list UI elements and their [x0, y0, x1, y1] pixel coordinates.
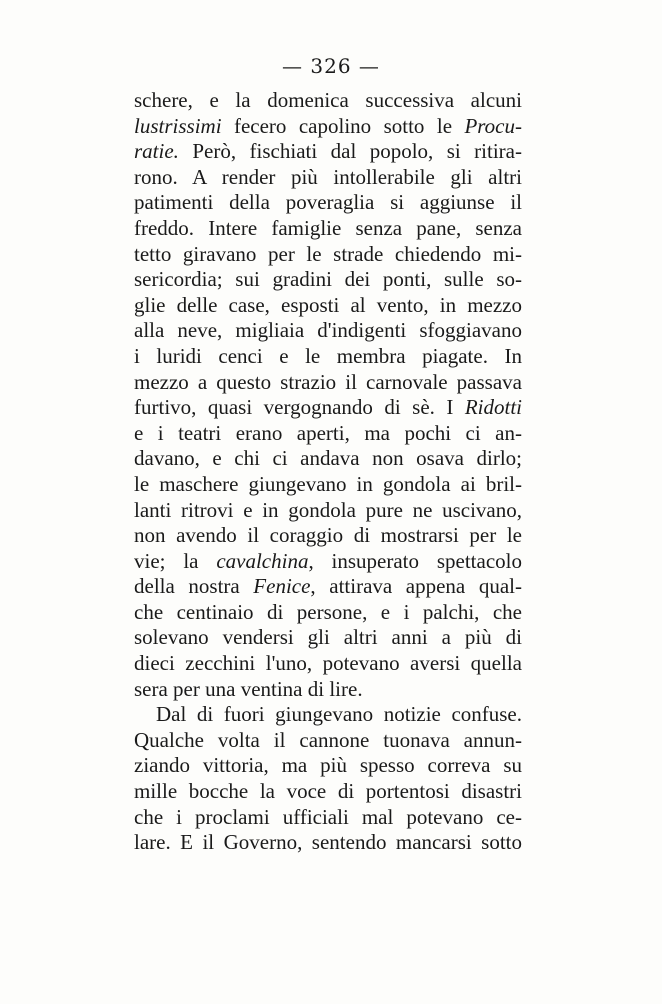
text-run: non avendo il coraggio di mostrarsi per le — [134, 523, 522, 548]
text-run: vie; la — [134, 548, 217, 573]
text-line — [134, 677, 522, 703]
text-run: Qualche volta il cannone tuonava annun- — [134, 727, 522, 752]
text-line — [134, 600, 522, 626]
text-line — [134, 88, 522, 114]
italic-text: ratie. — [134, 139, 179, 164]
text-line — [134, 574, 522, 600]
paragraph-2 — [134, 702, 522, 856]
text-run: e i teatri erano aperti, ma pochi ci an- — [134, 420, 522, 445]
text-line — [134, 267, 522, 293]
text-run: furtivo, quasi vergognando di sè. I — [134, 395, 465, 420]
text-run: che i proclami ufficiali mal potevano ce- — [134, 804, 522, 829]
text-run: Però, fischiati dal popolo, si ritira- — [178, 139, 522, 164]
text-run: davano, e chi ci andava non osava dirlo; — [134, 446, 522, 471]
text-line — [134, 446, 522, 472]
text-line — [134, 779, 522, 805]
text-run: dieci zecchini l'uno, potevano aversi quella — [134, 651, 522, 676]
text-line — [134, 728, 522, 754]
paragraph-1 — [134, 88, 522, 702]
text-line — [134, 753, 522, 779]
page-number: — 326 — — [282, 54, 380, 78]
text-run: alla neve, migliaia d'indigenti sfoggiavano — [134, 318, 522, 343]
text-run: , attirava appena qual- — [310, 574, 522, 599]
italic-text: Ridotti — [464, 395, 522, 420]
text-line — [134, 830, 522, 856]
text-run: glie delle case, esposti al vento, in mezzo — [134, 292, 522, 317]
text-line — [134, 625, 522, 651]
text-run: ziando vittoria, ma più spesso correva su — [134, 753, 522, 778]
italic-text: lustrissimi — [134, 113, 222, 138]
text-run: , insuperato spettacolo — [308, 548, 522, 573]
italic-text: cavalchina — [216, 548, 309, 573]
italic-text: Fenice — [253, 574, 311, 599]
text-run: sericordia; sui gradini dei ponti, sulle so- — [134, 267, 522, 292]
text-run: rono. A render più intollerabile gli altri — [134, 164, 522, 189]
text-line — [134, 190, 522, 216]
text-run: solevano vendersi gli altri anni a più di — [134, 625, 522, 650]
text-line — [134, 114, 522, 140]
text-line — [134, 472, 522, 498]
text-run: patimenti della poveraglia si aggiunse il — [134, 190, 522, 215]
text-run: sera per una ventina di lire. — [134, 676, 363, 701]
text-line — [134, 702, 522, 728]
text-run: fecero capolino sotto le — [221, 113, 465, 138]
text-line — [134, 523, 522, 549]
text-run: lanti ritrovi e in gondola pure ne uscivano, — [134, 497, 522, 522]
text-run: schere, e la domenica successiva alcuni — [134, 88, 522, 112]
text-line — [134, 318, 522, 344]
text-line — [134, 805, 522, 831]
text-run: i luridi cenci e le membra piagate. In — [134, 343, 522, 368]
text-run: mezzo a questo strazio il carnovale passava — [134, 369, 522, 394]
italic-text: Procu- — [464, 113, 522, 138]
text-line — [134, 498, 522, 524]
text-line — [134, 651, 522, 677]
text-run: tetto giravano per le strade chiedendo mi- — [134, 241, 522, 266]
text-run: freddo. Intere famiglie senza pane, senza — [134, 215, 522, 240]
text-line — [134, 395, 522, 421]
text-line — [134, 549, 522, 575]
text-run: della nostra — [134, 574, 254, 599]
body-text — [134, 88, 522, 856]
text-line — [134, 165, 522, 191]
text-line — [134, 293, 522, 319]
text-run: le maschere giungevano in gondola ai bril- — [134, 471, 522, 496]
text-line — [134, 421, 522, 447]
text-line — [134, 344, 522, 370]
text-line — [134, 370, 522, 396]
text-line — [134, 242, 522, 268]
text-line — [134, 216, 522, 242]
text-run: mille bocche la voce di portentosi disastri — [134, 779, 522, 804]
text-run: Dal di fuori giungevano notizie confuse. — [156, 702, 522, 727]
text-line — [134, 139, 522, 165]
text-run: lare. E il Governo, sentendo mancarsi sotto — [134, 830, 522, 855]
text-run: che centinaio di persone, e i palchi, che — [134, 599, 522, 624]
